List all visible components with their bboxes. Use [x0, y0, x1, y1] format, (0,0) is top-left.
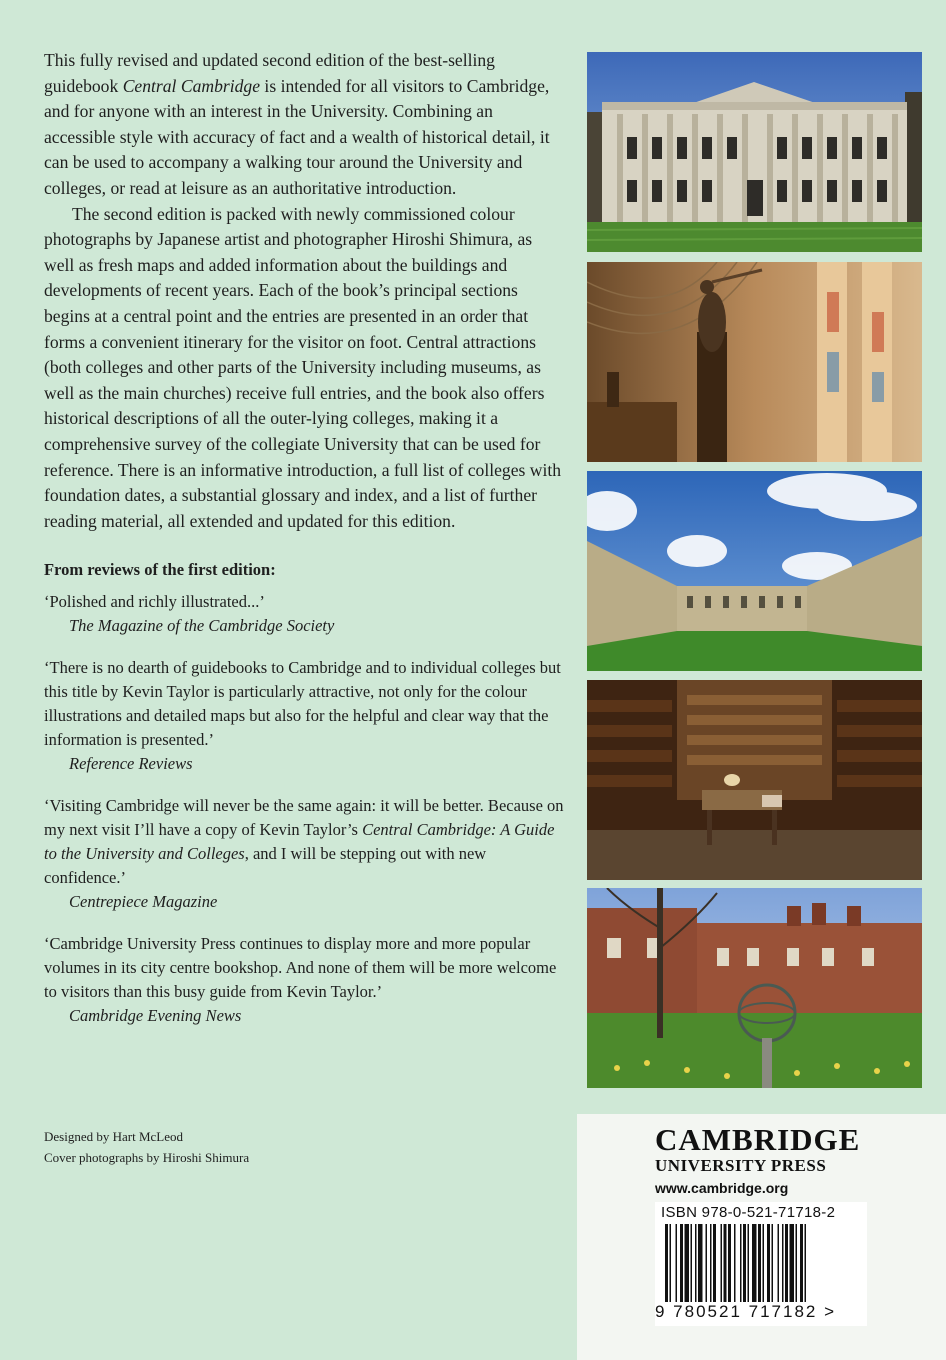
barcode-bar	[713, 1224, 716, 1302]
designer-credit: Designed by Hart McLeod	[44, 1129, 183, 1144]
barcode-bar	[706, 1224, 708, 1302]
barcode-bar	[698, 1224, 703, 1302]
review-quote-a: ‘Visiting Cambridge will never be the same again: it will be better. Because on my next visit I’ll have a copy of Kevin Taylor’s	[44, 796, 564, 840]
barcode-bar	[724, 1224, 727, 1302]
credits	[44, 1126, 249, 1168]
barcode-bar	[782, 1224, 784, 1302]
barcode-bar	[676, 1224, 678, 1302]
photo-library	[587, 680, 922, 880]
blurb-paragraph-2: The second edition is packed with newly commissioned colour photographs by Japanese artist and photographer Hiroshi Shimura, as well as fresh maps and added information about the buildings and developments of recent years. Each of the book’s principal sections begins at a central point and the entries are presented in an order that forms a convenient itinerary for the visitor on foot. Central attractions (both colleges and other parts of the University including museums, as well as the main churches) receive full entries, and the book also offers historical descriptions of all the outer-lying colleges, making it a comprehensive survey of the collegiate University that can be used for reference. There is an informative introduction, a full list of colleges with foundation dates, a substantial glossary and index, and a list of further reading material, all extended and updated for this edition.	[44, 203, 562, 531]
publisher-panel	[577, 1114, 946, 1360]
barcode-bar	[767, 1224, 770, 1302]
barcode-bar	[796, 1224, 798, 1302]
barcode-bar	[778, 1224, 780, 1302]
barcode-bar	[763, 1224, 765, 1302]
blurb	[44, 48, 564, 534]
review-quote-title: Central Cambridge: A Guide to the University and Colleges	[44, 820, 555, 864]
barcode-bar	[721, 1224, 723, 1302]
review-4	[44, 932, 564, 1028]
photo-chapel-interior	[587, 262, 922, 462]
publisher-url: www.cambridge.org	[655, 1180, 789, 1196]
barcode-bar	[748, 1224, 750, 1302]
publisher-subtitle: UNIVERSITY PRESS	[655, 1156, 827, 1175]
barcode-bar	[670, 1224, 672, 1302]
barcode-bar	[790, 1224, 795, 1302]
barcode-bar	[743, 1224, 746, 1302]
barcode-bars	[655, 1224, 867, 1306]
reviews-heading: From reviews of the first edition:	[44, 560, 276, 580]
review-source: Reference Reviews	[69, 754, 193, 774]
publisher-name: CAMBRIDGE	[655, 1122, 861, 1157]
barcode-bar	[691, 1224, 693, 1302]
review-source: Centrepiece Magazine	[69, 892, 218, 912]
barcode-bar	[710, 1224, 712, 1302]
barcode-bar	[728, 1224, 731, 1302]
barcode	[655, 1202, 867, 1326]
blurb-p1-text-b: is intended for all visitors to Cambridge, and for anyone with an interest in the University. Combining an accessible style with accuracy of fact and a wealth of historical detail, it can be used to accompany a walking tour around the University and colleges, or read at leisure as an authoritative introduction.	[44, 75, 550, 198]
blurb-p1-text-a: This fully revised and updated second edition of the best-selling guidebook	[44, 50, 495, 96]
barcode-bar	[680, 1224, 683, 1302]
review-1	[44, 590, 564, 638]
review-quote: ‘Polished and richly illustrated...’	[44, 592, 265, 612]
barcode-bar	[800, 1224, 803, 1302]
barcode-digits: 9 780521 717182 >	[655, 1302, 837, 1321]
review-quote	[44, 794, 564, 890]
barcode-bar	[772, 1224, 774, 1302]
photo-neoclassical-building	[587, 52, 922, 252]
back-cover-text	[44, 48, 564, 1046]
barcode-bar	[785, 1224, 788, 1302]
review-2	[44, 656, 564, 776]
review-source: Cambridge Evening News	[69, 1006, 242, 1026]
blurb-paragraph-1	[44, 48, 564, 202]
photo-college-court	[587, 471, 922, 671]
review-3	[44, 794, 564, 914]
barcode-bar	[665, 1224, 668, 1302]
review-quote-b: , and I will be stepping out with new confidence.’	[44, 844, 487, 888]
barcode-bar	[758, 1224, 761, 1302]
photo-brick-court	[587, 888, 922, 1088]
review-quote: ‘Cambridge University Press continues to display more and more popular volumes in its city centre bookshop. And none of them will be more welcome to visitors than this busy guide from Kevin Taylor.’	[44, 934, 557, 1002]
photo-credit: Cover photographs by Hiroshi Shimura	[44, 1150, 250, 1165]
barcode-bar	[734, 1224, 736, 1302]
book-title-inline: Central Cambridge	[122, 75, 261, 96]
review-quote: ‘There is no dearth of guidebooks to Cambridge and to individual colleges but this title by Kevin Taylor is particularly attractive, not only for the colour illustrations and detailed maps but also for the helpful and clear way that the information is presented.’	[44, 658, 561, 750]
barcode-bar	[685, 1224, 690, 1302]
isbn-text: ISBN 978-0-521-71718-2	[661, 1204, 836, 1221]
barcode-bar	[805, 1224, 807, 1302]
barcode-bar	[752, 1224, 757, 1302]
barcode-bar	[695, 1224, 697, 1302]
review-source: The Magazine of the Cambridge Society	[69, 616, 335, 636]
barcode-bar	[740, 1224, 742, 1302]
